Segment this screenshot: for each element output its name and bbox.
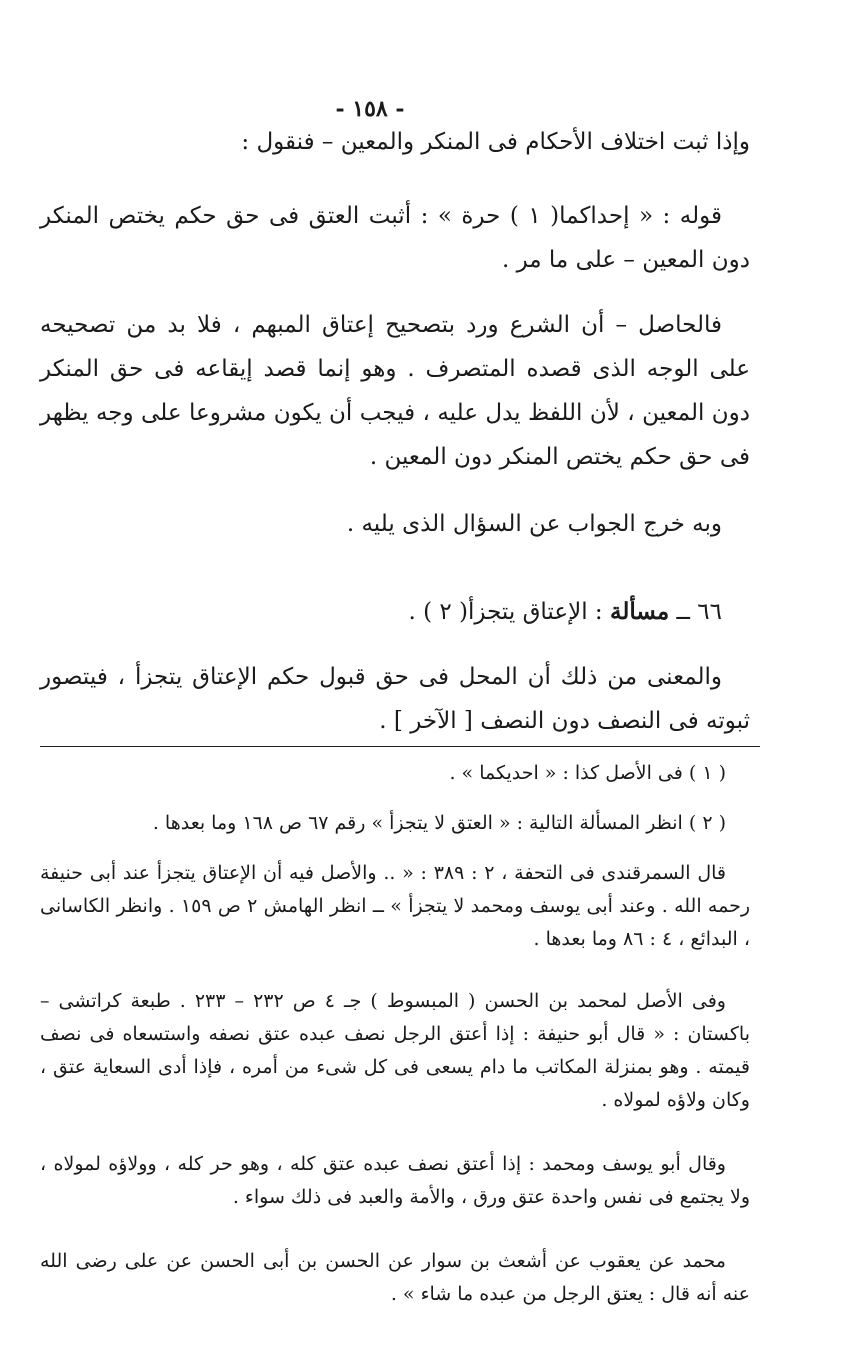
footnote-isnad: محمد عن يعقوب عن أشعث بن سوار عن الحسن بن أبى الحسن عن على رضى الله عنه أنه قال : يعتق الرجل من عبده ما شاء » . bbox=[40, 1250, 750, 1305]
issue-label: مسألة bbox=[609, 598, 670, 625]
footnote-2: ( ٢ ) انظر المسألة التالية : « العتق لا يتجزأ » رقم ٦٧ ص ١٦٨ وما بعدها . bbox=[152, 812, 726, 834]
page-number: - ١٥٨ - bbox=[335, 96, 405, 122]
footnote-abu-yusuf: وقال أبو يوسف ومحمد : إذا أعتق نصف عبده عتق كله ، وهو حر كله ، وولاؤه لمولاه ، ولا يجتمع فى نفس واحدة عتق ورق ، والأمة والعبد فى ذلك سواء . bbox=[40, 1153, 750, 1208]
paragraph-summary: فالحاصل – أن الشرع ورد بتصحيح إعتاق المبهم ، فلا بد من تصحيحه على الوجه الذى قصده المتصرف . وهو إنما قصد إيقاعه فى حق المنكر دون المعين ، لأن اللفظ يدل عليه ، فيجب أن يكون مشروعا على وجه يظهر فى حق حكم يختص المنكر دون المعين . bbox=[40, 312, 750, 470]
issue-heading bbox=[40, 590, 750, 634]
footnote-1: ( ١ ) فى الأصل كذا : « احديكما » . bbox=[449, 762, 726, 784]
paragraph-meaning: والمعنى من ذلك أن المحل فى حق قبول حكم الإعتاق يتجزأ ، فيتصور ثبوته فى النصف دون النصف [ الآخر ] . bbox=[40, 664, 750, 734]
paragraph-answer: وبه خرج الجواب عن السؤال الذى يليه . bbox=[346, 511, 722, 537]
footnote-asl: وفى الأصل لمحمد بن الحسن ( المبسوط ) جـ ٤ ص ٢٣٢ – ٢٣٣ . طبعة كراتشى – باكستان : « قال أبو حنيفة : إذا أعتق الرجل نصف عبده عتق نصفه واستسعاه فى نصف قيمته . وهو بمنزلة المكاتب ما دام يسعى فى كل شىء من أمره ، فإذا أدى السعاية عتق ، وكان ولاؤه لمولاه . bbox=[40, 990, 750, 1111]
footnote-samarqandi: قال السمرقندى فى التحفة ، ٢ : ٣٨٩ : « .. والأصل فيه أن الإعتاق يتجزأ عند أبى حنيفة رحمه الله . وعند أبى يوسف ومحمد لا يتجزأ » ــ انظر الهامش ٢ ص ١٥٩ . وانظر الكاسانى ، البدائع ، ٤ : ٨٦ وما بعدها . bbox=[40, 862, 750, 950]
paragraph-qawluhu: قوله : « إحداكما( ١ ) حرة » : أثبت العتق فى حق حكم يختص المنكر دون المعين – على ما مر . bbox=[40, 203, 750, 273]
issue-title: : الإعتاق يتجزأ( ٢ ) . bbox=[408, 599, 603, 625]
issue-number: ٦٦ ــ bbox=[676, 599, 722, 625]
paragraph-intro: وإذا ثبت اختلاف الأحكام فى المنكر والمعين – فنقول : bbox=[241, 129, 750, 155]
footnote-separator bbox=[40, 746, 760, 747]
